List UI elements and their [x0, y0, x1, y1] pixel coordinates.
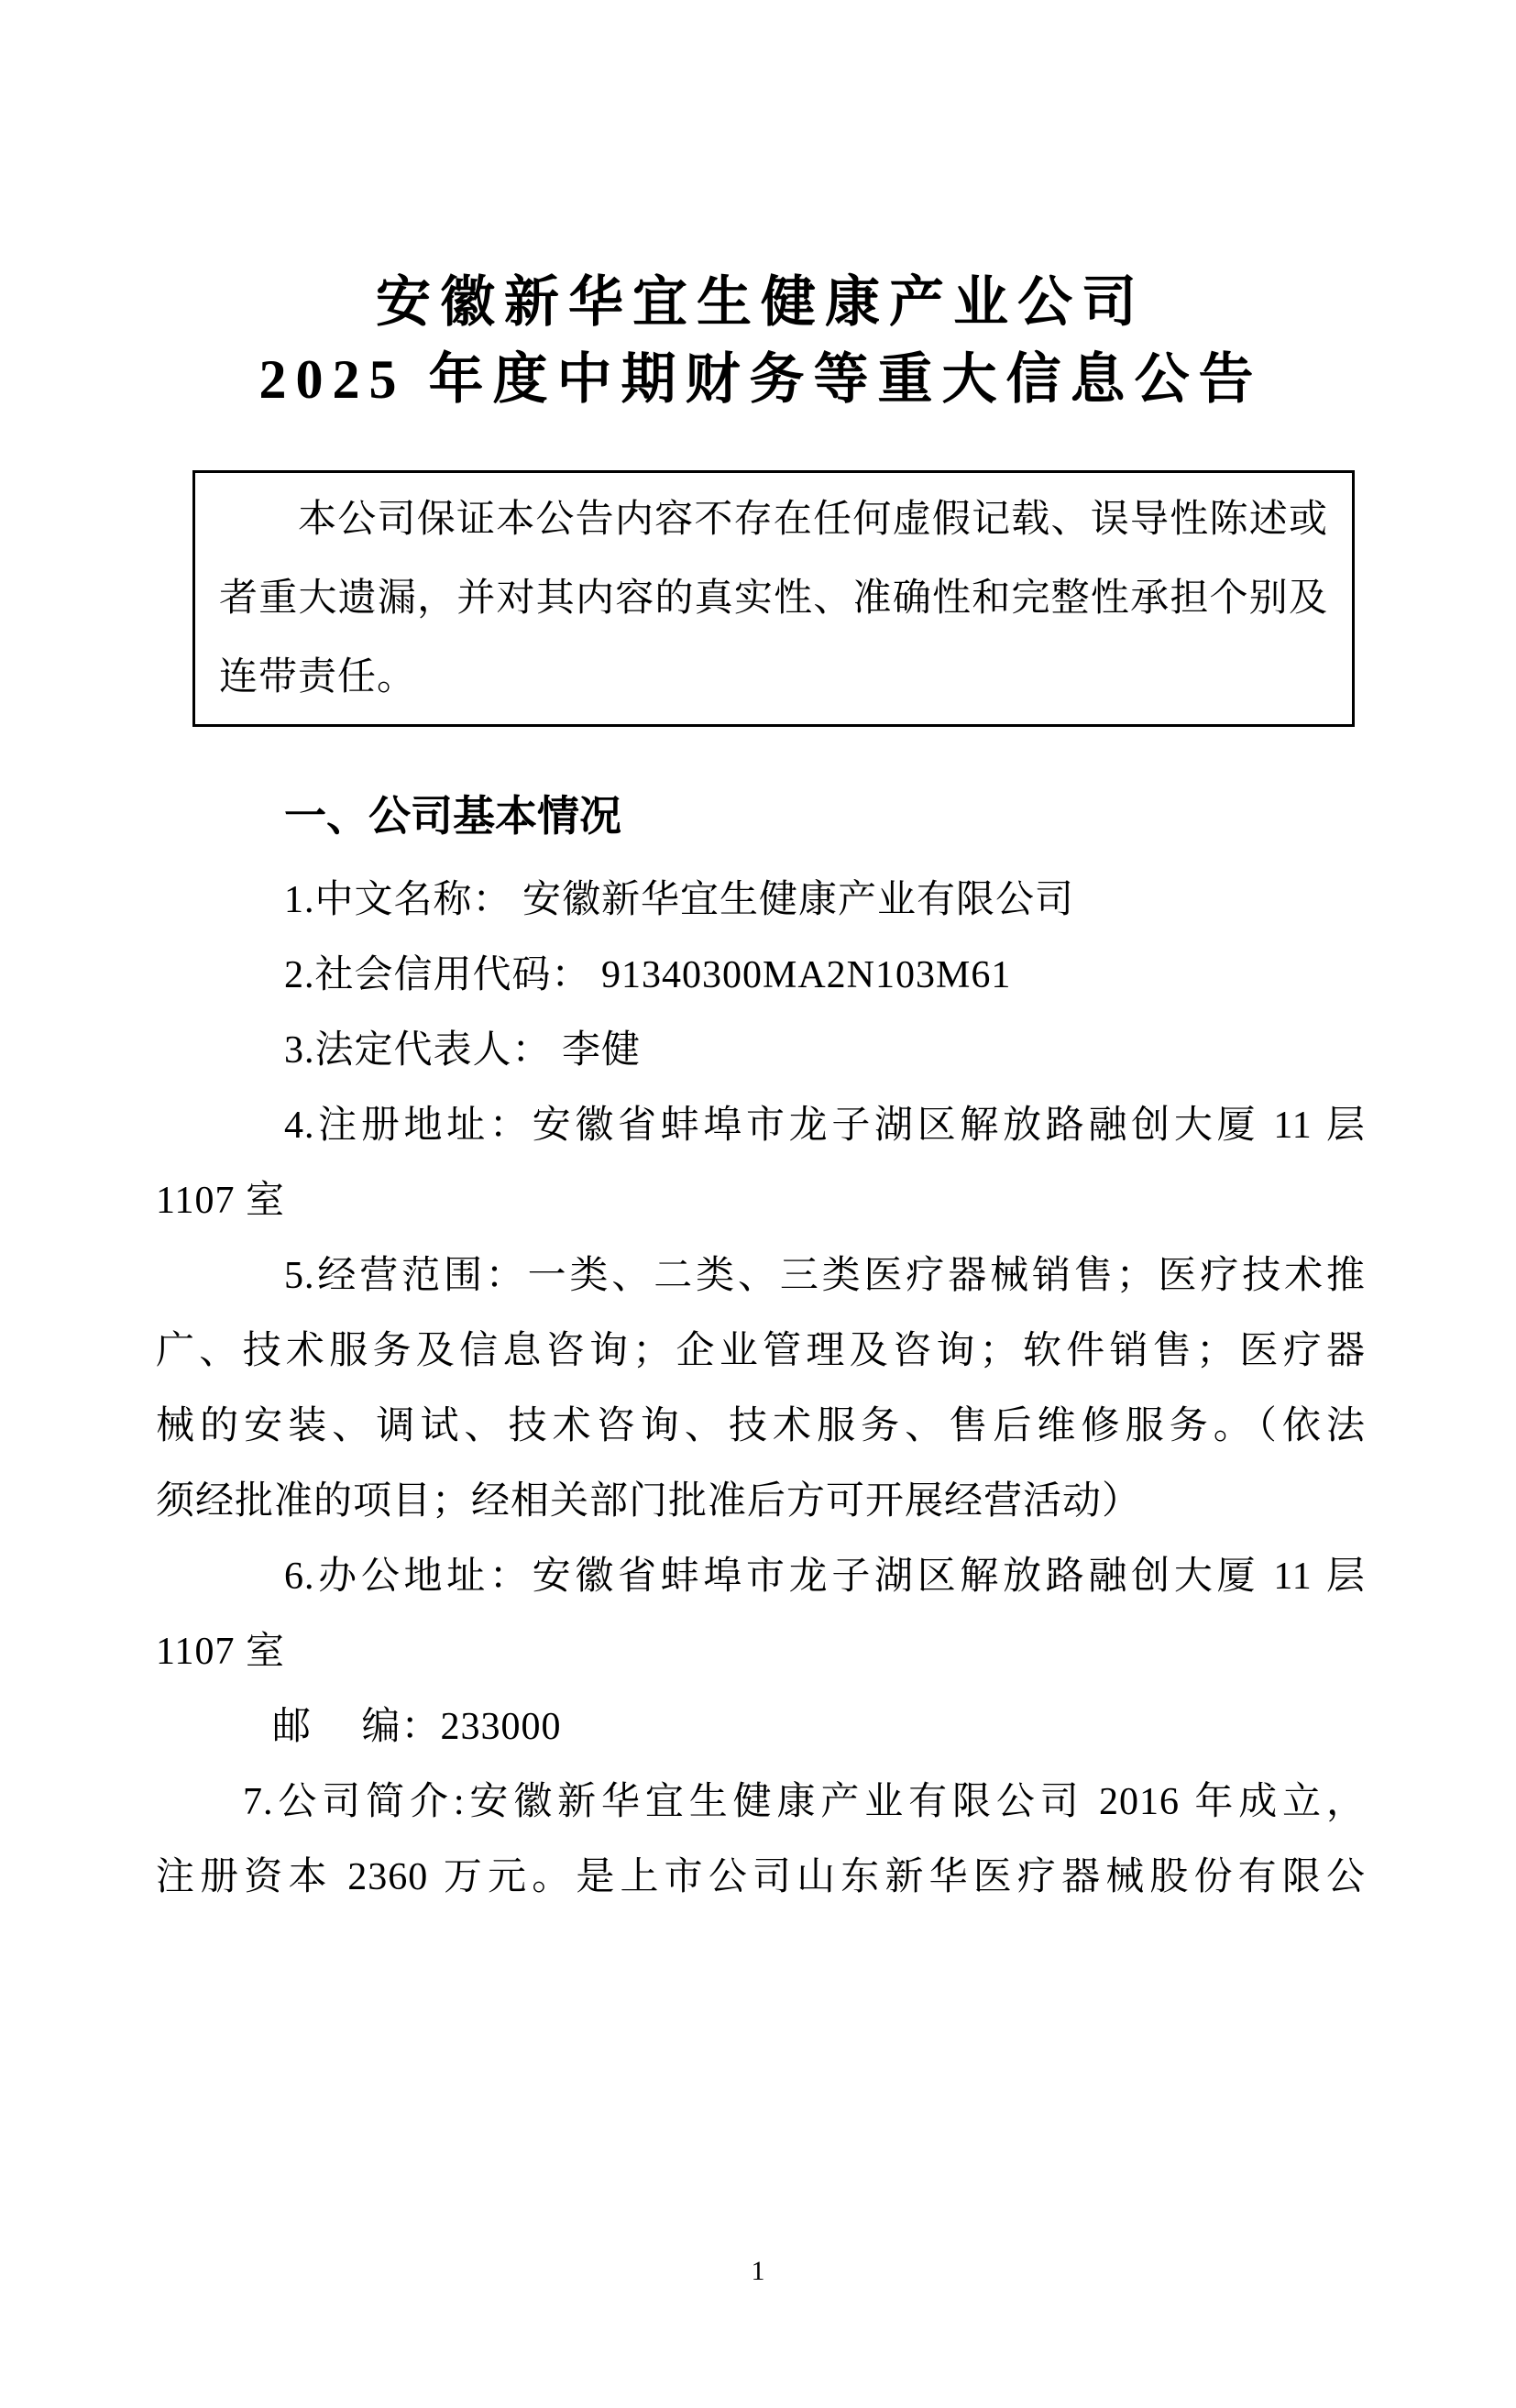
disclaimer-box — [192, 470, 1355, 727]
body-line: 注册资本 2360 万元。是上市公司山东新华医疗器械股份有限公 — [156, 1856, 1366, 1898]
body-line: 7.公司简介:安徽新华宜生健康产业有限公司 2016 年成立， — [243, 1781, 1366, 1823]
body-line: 广、技术服务及信息咨询；企业管理及咨询；软件销售；医疗器 — [156, 1330, 1366, 1372]
body-line: 6.办公地址：安徽省蚌埠市龙子湖区解放路融创大厦 11 层 — [284, 1556, 1366, 1598]
body-text — [156, 863, 1366, 1915]
body-line: 4.注册地址：安徽省蚌埠市龙子湖区解放路融创大厦 11 层 — [284, 1105, 1366, 1147]
body-line: 5.经营范围：一类、二类、三类医疗器械销售；医疗技术推 — [284, 1255, 1366, 1297]
body-line: 1.中文名称： 安徽新华宜生健康产业有限公司 — [284, 879, 1075, 921]
body-line: 1107 室 — [156, 1180, 285, 1222]
disclaimer-line: 本公司保证本公告内容不存在任何虚假记载、误导性陈述或 — [298, 499, 1328, 541]
document-page — [0, 264, 1516, 2408]
document-title — [156, 264, 1366, 418]
title-line-1: 安徽新华宜生健康产业公司 — [376, 272, 1146, 333]
page-number: 1 — [751, 2256, 765, 2286]
section-heading: 一、公司基本情况 — [284, 792, 621, 840]
body-line: 邮 编：233000 — [272, 1706, 562, 1748]
document-content — [156, 264, 1366, 1915]
body-line: 3.法定代表人： 李健 — [284, 1029, 642, 1072]
body-line: 须经批准的项目；经相关部门批准后方可开展经营活动） — [156, 1480, 1142, 1523]
disclaimer-line: 者重大遗漏，并对其内容的真实性、准确性和完整性承担个别及 — [219, 577, 1328, 620]
disclaimer-line: 连带责任。 — [219, 656, 417, 698]
title-line-2: 2025 年度中期财务等重大信息公告 — [258, 349, 1263, 410]
body-line: 械的安装、调试、技术咨询、技术服务、售后维修服务。（依法 — [156, 1405, 1366, 1447]
body-line: 1107 室 — [156, 1631, 285, 1673]
body-line: 2.社会信用代码： 91340300MA2N103M61 — [284, 954, 1012, 996]
